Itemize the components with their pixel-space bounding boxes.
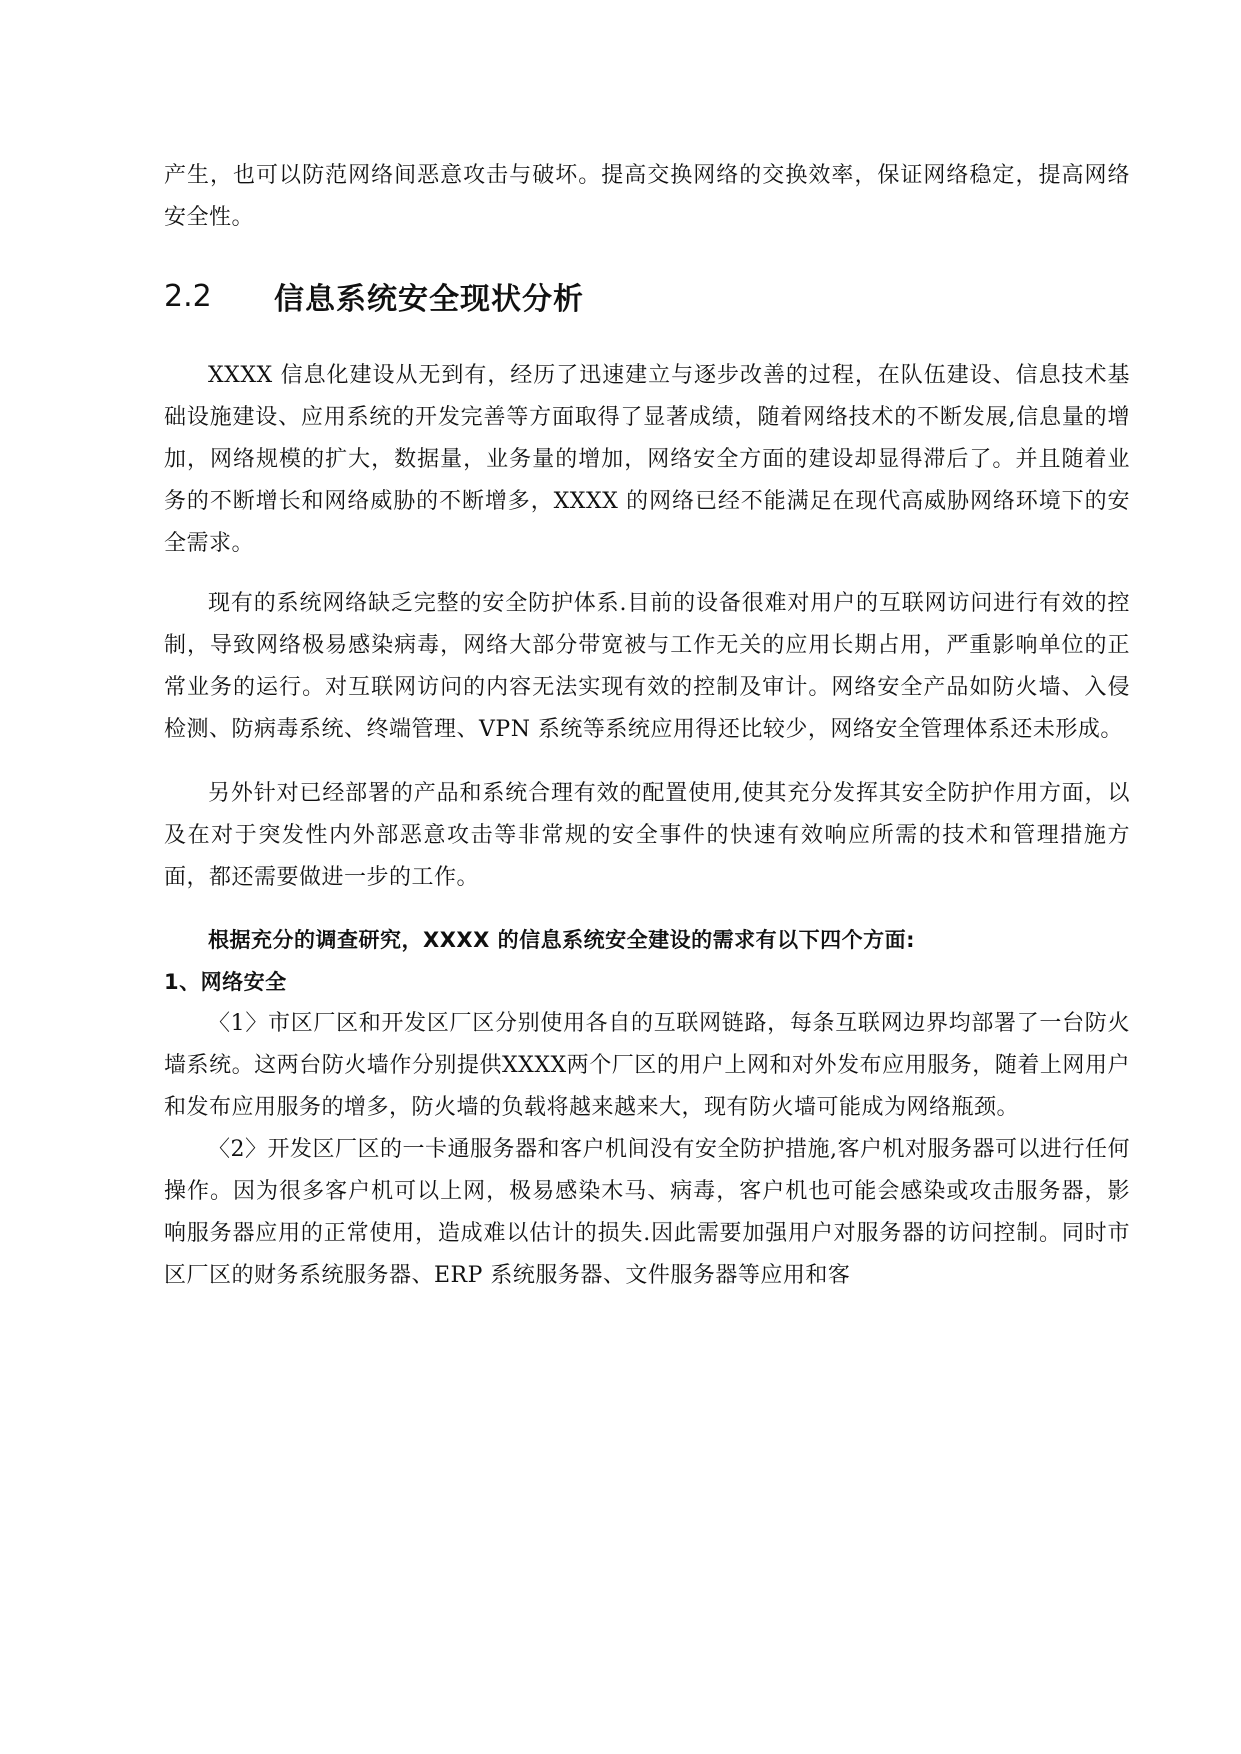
section-title: 信息系统安全现状分析 [274,282,584,317]
paragraph-further-work: 另外针对已经部署的产品和系统合理有效的配置使用,使其充分发挥其安全防护作用方面，以及在对于突发性内外部恶意攻击等非常规的安全事件的快速有效响应所需的技术和管理措施方面，都还需要做进一步的工作。 [164,781,1130,890]
paragraph-overview: XXXX 信息化建设从无到有，经历了迅速建立与逐步改善的过程，在队伍建设、信息技术基础设施建设、应用系统的开发完善等方面取得了显著成绩，随着网络技术的不断发展,信息量的增加，网络规模的扩大，数据量，业务量的增加，网络安全方面的建设却显得滞后了。并且随着业务的不断增长和网络威胁的不断增多，XXXX 的网络已经不能满足在现代高威胁网络环境下的安全需求。 [164,363,1130,556]
list-item-network-2: 〈2〉开发区厂区的一卡通服务器和客户机间没有安全防护措施,客户机对服务器可以进行任何操作。因为很多客户机可以上网，极易感染木马、病毒，客户机也可能会感染或攻击服务器，影响服务器应用的正常使用，造成难以估计的损失.因此需要加强用户对服务器的访问控制。同时市区厂区的财务系统服务器、ERP 系统服务器、文件服务器等应用和客 [164,1137,1130,1288]
list-item-title-network-security: 1、网络安全 [164,970,287,994]
section-number: 2.2 [164,278,212,314]
section-heading [164,266,1130,326]
paragraph-requirements-intro: 根据充分的调查研究，XXXX 的信息系统安全建设的需求有以下四个方面: [208,928,915,952]
paragraph-continuation: 产生，也可以防范网络间恶意攻击与破坏。提高交换网络的交换效率，保证网络稳定，提高网络安全性。 [164,163,1130,230]
list-item-network-1: 〈1〉市区厂区和开发区厂区分别使用各自的互联网链路，每条互联网边界均部署了一台防火墙系统。这两台防火墙作分别提供XXXX两个厂区的用户上网和对外发布应用服务，随着上网用户和发布应用服务的增多，防火墙的负载将越来越来大，现有防火墙可能成为网络瓶颈。 [164,1011,1130,1120]
paragraph-current-state: 现有的系统网络缺乏完整的安全防护体系.目前的设备很难对用户的互联网访问进行有效的控制，导致网络极易感染病毒，网络大部分带宽被与工作无关的应用长期占用，严重影响单位的正常业务的运行。对互联网访问的内容无法实现有效的控制及审计。网络安全产品如防火墙、入侵检测、防病毒系统、终端管理、VPN 系统等系统应用得还比较少，网络安全管理体系还未形成。 [164,591,1130,742]
document-body [164,155,1130,1297]
